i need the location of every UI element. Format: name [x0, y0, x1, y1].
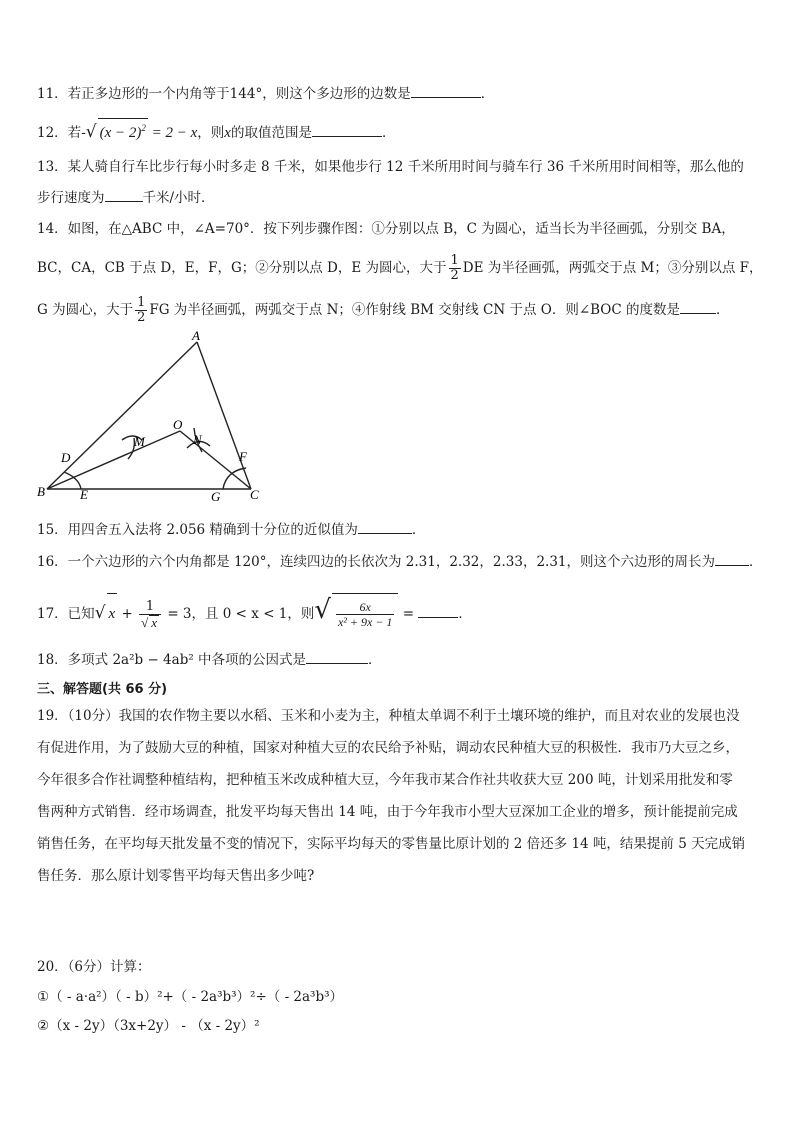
side-ab — [47, 342, 197, 489]
q12-rhs: = 2 − x — [147, 125, 198, 141]
q17-frac-num: 1 — [139, 600, 161, 615]
q17-answer-blank[interactable] — [418, 604, 458, 618]
q12-prefix: 12．若 — [37, 125, 82, 141]
q16-text: 16．一个六边形的六个内角都是 120°，连续四边的长依次为 2.31，2.32，2.33，2.31，则这个六边形的周长为 — [37, 554, 716, 570]
q12-radicand — [98, 118, 148, 142]
q15-answer-blank[interactable] — [358, 520, 412, 534]
q14-row3-b: FG 为半径画弧，两弧交于点 N；④作射线 BM 交射线 CN 于点 O．则∠BOC 的度数是 — [149, 302, 680, 318]
q19-row-5: 售任务．那么原计划零售平均每天售出多少吨? — [37, 868, 315, 884]
question-18 — [37, 650, 382, 669]
q18-end: ． — [368, 652, 382, 668]
q17-prefix: 17．已知 — [37, 606, 95, 622]
q14-row2-b: DE 为半径画弧，两弧交于点 M；③分别以点 F， — [462, 260, 763, 276]
sqrt-x-sign: √ — [94, 603, 106, 623]
label-e: E — [80, 487, 88, 502]
q19-row-0: 19．（10分）我国的农作物主要以水稻、玉米和小麦为主，种植太单调不利于土壤环境的维护，而且对农业的发展也没 — [37, 708, 740, 724]
frac-den: 2 — [450, 268, 459, 283]
question-15 — [37, 520, 425, 539]
question-12 — [37, 118, 395, 142]
q14-row3-a: G 为圆心，大于 — [37, 302, 134, 318]
sqrt-sign: √ — [85, 122, 97, 142]
label-c: C — [250, 487, 259, 502]
arc-c — [223, 468, 246, 489]
q13-row2-b: 千米/小时． — [142, 190, 215, 206]
label-o: O — [173, 417, 183, 432]
q12-end: ． — [381, 125, 396, 141]
label-a: A — [192, 328, 200, 343]
q13-row2 — [37, 183, 757, 214]
q17-plus: + — [117, 606, 138, 622]
question-20-item1: ①（ - a·a²）（ - b）²+（ - 2a³b³）²÷（ - 2a³b³） — [37, 989, 344, 1005]
q17-eq: = — [398, 606, 419, 622]
q16-end: ． — [749, 554, 763, 570]
q17-frac-den-x: x — [151, 614, 158, 630]
q17-fraction — [139, 600, 161, 630]
question-13 — [37, 152, 757, 214]
q18-answer-blank[interactable] — [306, 650, 368, 664]
q13-answer-blank[interactable] — [105, 188, 143, 202]
frac-den-2: 2 — [137, 310, 146, 325]
q13-row2-a: 步行速度为 — [37, 190, 105, 206]
q14-answer-blank[interactable] — [680, 300, 716, 314]
q12-exponent: 2 — [141, 123, 146, 133]
sqrt-x-sign-2: √ — [141, 614, 149, 630]
q16-answer-blank[interactable] — [715, 552, 749, 566]
q18-text: 18．多项式 2a²b − 4ab² 中各项的公因式是 — [37, 652, 307, 668]
frac-num: 1 — [450, 253, 459, 268]
q15-text: 15．用四舍五入法将 2.056 精确到十分位的近似值为 — [37, 522, 358, 538]
q11-end: ． — [480, 86, 495, 102]
fraction-half — [449, 254, 461, 283]
fraction-half-2 — [135, 296, 147, 325]
sqrt-big-sign: √ — [314, 595, 331, 625]
q19-row-3: 售两种方式销售．经市场调查，批发平均每天售出 14 吨，由于今年我市小型大豆深加工企业的增多，预计能提前完成 — [37, 804, 738, 820]
question-17 — [37, 590, 472, 634]
q19-row-1: 有促进作用，为了鼓励大豆的种植，国家对种植大豆的农民给予补贴，调动农民种植大豆的积极性．我市乃大豆之乡， — [37, 740, 739, 756]
q11-answer-blank[interactable] — [411, 84, 481, 98]
q13-row1: 13．某人骑自行车比步行每小时多走 8 千米，如果他步行 12 千米所用时间与骑车行 36 千米所用时间相等，那么他的 — [37, 159, 744, 175]
q15-end: ． — [411, 522, 426, 538]
section-3-title: 三、解答题(共 66 分) — [37, 682, 168, 697]
q17-big-fraction — [336, 600, 394, 629]
question-16 — [37, 552, 763, 571]
q12-answer-blank[interactable] — [312, 123, 382, 137]
q14-row1: 14．如图，在△ABC 中，∠A=70°．按下列步骤作图：①分别以点 B，C 为圆心，适当长为半径画弧，分别交 BA， — [37, 221, 735, 237]
question-14-row3 — [37, 296, 730, 325]
label-n: N — [193, 432, 202, 447]
q12-mid: ，则 — [197, 125, 225, 141]
question-14-row1 — [37, 220, 735, 238]
q14-row3-c: ． — [716, 302, 730, 318]
question-19 — [37, 700, 757, 892]
q17-frac-den — [139, 615, 161, 630]
q17-end: ． — [458, 606, 472, 622]
q12-minus: - — [81, 125, 86, 141]
question-11 — [37, 84, 494, 103]
q17-radicand — [332, 593, 398, 634]
q12-var: x — [224, 125, 231, 141]
q17-big-num: 6x — [336, 600, 394, 615]
q11-text: 11．若正多边形的一个内角等于144°，则这个多边形的边数是 — [37, 86, 411, 102]
q17-sqrt-x: x — [107, 593, 118, 634]
q14-row2-a: BC，CA，CB 于点 D，E，F，G；②分别以点 D，E 为圆心，大于 — [37, 260, 447, 276]
question-14-row2 — [37, 254, 763, 283]
q19-row-2: 今年很多合作社调整种植结构，把种植玉米改成种植大豆，今年我市某合作社共收获大豆 200 吨，计划采用批发和零 — [37, 772, 733, 788]
label-d: D — [61, 450, 71, 465]
triangle-construction-figure — [30, 328, 270, 508]
q19-row-4: 销售任务，在平均每天批发量不变的情况下，实际平均每天的零售量比原计划的 2 倍还多 14 吨，结果提前 5 天完成销 — [37, 836, 746, 852]
label-b: B — [37, 484, 45, 499]
q17-big-den: x² + 9x − 1 — [337, 615, 393, 629]
question-20-item2: ②（x - 2y）（3x+2y） - （x - 2y）² — [37, 1018, 260, 1034]
q17-condition: = 3，且 0 < x < 1，则 — [163, 606, 315, 622]
label-g: G — [211, 489, 221, 504]
q12-radicand-text: (x − 2) — [99, 125, 142, 141]
label-f: F — [239, 449, 247, 464]
q12-tail: 的取值范围是 — [230, 125, 312, 141]
label-m: M — [134, 434, 145, 449]
frac-num-2: 1 — [137, 295, 146, 310]
question-20-title: 20．（6分）计算： — [37, 959, 151, 975]
